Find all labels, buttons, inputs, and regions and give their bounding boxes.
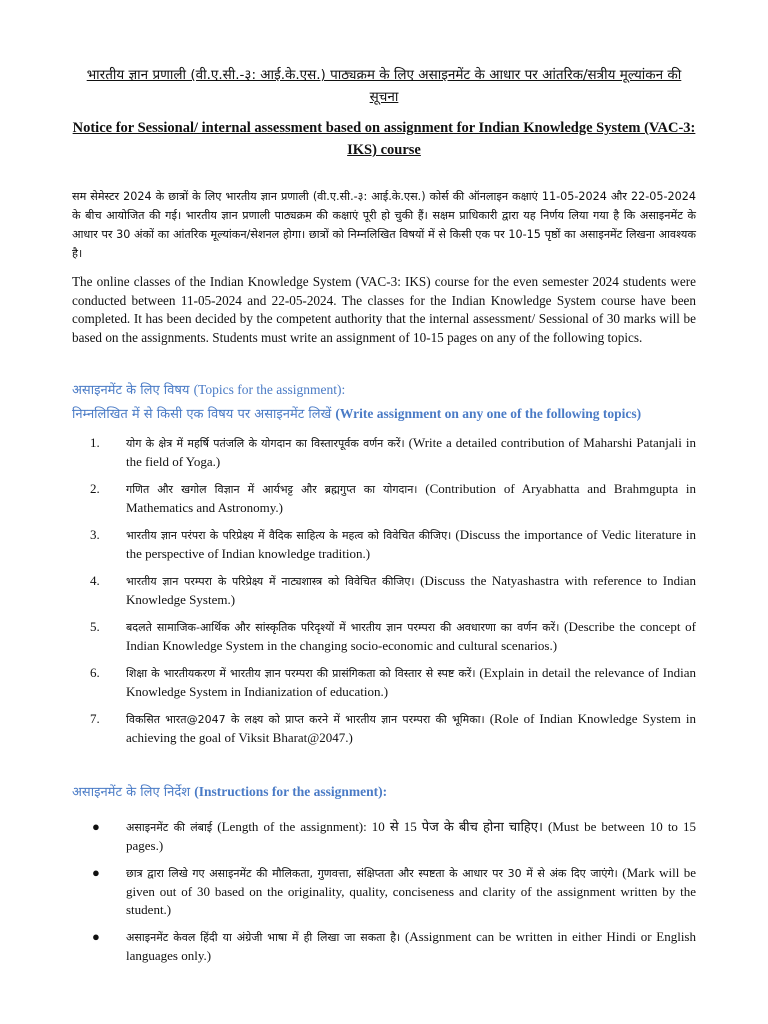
instructions-heading-hindi: असाइनमेंट के लिए निर्देश xyxy=(72,785,191,800)
instruction-text-hindi: छात्र द्वारा लिखे गए असाइनमेंट की मौलिकता, गुणवत्ता, संक्षिप्तता और स्पष्टता के आधार पर 30 में से अंक दिए जाएंगे। xyxy=(126,867,618,880)
instruction-item xyxy=(72,864,696,919)
intro-paragraph-english: The online classes of the Indian Knowledge System (VAC-3: IKS) course for the even semester 2024 students were conducted between 11-05-2024 and 22-05-2024. The classes for the Indian Knowledge System course have been completed. It has been decided by the competent authority that the internal assessment/ Sessional of 30 marks will be based on the assignments. Students must write an assignment of 10-15 pages on any of the following topics. xyxy=(72,274,696,345)
bullet-icon: ● xyxy=(92,929,100,944)
topic-text-english: (Discuss the importance of Vedic literature in the perspective of Indian knowledge tradition.) xyxy=(126,527,696,561)
topic-number: 6. xyxy=(90,665,100,680)
topics-heading-english: (Topics for the assignment): xyxy=(193,382,346,397)
topic-item xyxy=(72,618,696,655)
notice-title-hindi: भारतीय ज्ञान प्रणाली (वी.ए.सी.-३: आई.के.एस.) पाठ्यक्रम के लिए असाइनमेंट के आधार पर आंतरिक/सत्रीय मूल्यांकन की सूचना xyxy=(86,67,682,105)
instruction-text-english: (Length of the assignment): 10 से 15 पेज के बीच होना चाहिए। (Must be between 10 to 15 pages.) xyxy=(126,819,696,853)
topic-text-hindi: भारतीय ज्ञान परंपरा के परिप्रेक्ष्य में वैदिक साहित्य के महत्व को विवेचित कीजिए। xyxy=(126,529,452,542)
topic-text-english: (Contribution of Aryabhatta and Brahmgupta in Mathematics and Astronomy.) xyxy=(126,481,696,515)
topic-text-hindi: भारतीय ज्ञान परम्परा के परिप्रेक्ष्य में नाट्यशास्त्र को विवेचित कीजिए। xyxy=(126,575,415,588)
bullet-icon: ● xyxy=(92,865,100,880)
topic-text-english: (Explain in detail the relevance of Indian Knowledge System in Indianization of education.) xyxy=(126,665,697,699)
topic-item xyxy=(72,572,696,609)
topics-list xyxy=(72,434,696,747)
instructions-list xyxy=(72,818,696,965)
topic-item xyxy=(72,480,696,517)
instruction-text-hindi: असाइनमेंट केवल हिंदी या अंग्रेजी भाषा में ही लिखा जा सकता है। xyxy=(126,931,401,944)
topics-subheading-hindi: निम्नलिखित में से किसी एक विषय पर असाइनमेंट लिखें xyxy=(72,407,332,422)
intro-paragraph-hindi: सम सेमेस्टर 2024 के छात्रों के लिए भारतीय ज्ञान प्रणाली (वी.ए.सी.-३: आई.के.एस.) कोर्स की ऑनलाइन कक्षाएं 11-05-2024 और 22-05-2024 के बीच आयोजित की गई। भारतीय ज्ञान प्रणाली पाठ्यक्रम की कक्षाएं पूरी हो चुकी हैं। सक्षम प्राधिकारी द्वारा यह निर्णय लिया गया है कि असाइनमेंट के आधार पर 30 अंकों का आंतरिक मूल्यांकन/सेशनल होगा। छात्रों को निम्नलिखित विषयों में से किसी एक पर 10-15 पृष्ठों का असाइनमेंट लिखना आवश्यक है। xyxy=(72,190,696,260)
instruction-item xyxy=(72,928,696,965)
topic-item xyxy=(72,710,696,747)
topic-text-english: (Write a detailed contribution of Maharshi Patanjali in the field of Yoga.) xyxy=(126,435,696,469)
topic-text-english: (Role of Indian Knowledge System in achieving the goal of Viksit Bharat@2047.) xyxy=(126,711,696,745)
topic-number: 5. xyxy=(90,619,100,634)
instruction-item xyxy=(72,818,696,855)
instructions-heading-english: (Instructions for the assignment): xyxy=(194,784,388,799)
topic-text-english: (Describe the concept of Indian Knowledge System in the changing socio-economic and cultural scenarios.) xyxy=(126,619,696,653)
topics-subheading-english: (Write assignment on any one of the following topics) xyxy=(335,406,642,421)
topics-heading-hindi: असाइनमेंट के लिए विषय xyxy=(72,383,190,398)
topic-item xyxy=(72,526,696,563)
topic-item xyxy=(72,434,696,471)
notice-title-english: Notice for Sessional/ internal assessment based on assignment for Indian Knowledge System (VAC-3: IKS) course xyxy=(72,120,696,158)
topic-item xyxy=(72,664,696,701)
topic-number: 7. xyxy=(90,711,100,726)
topic-text-hindi: शिक्षा के भारतीयकरण में भारतीय ज्ञान परम्परा की प्रासंगिकता को विस्तार से स्पष्ट करें। xyxy=(126,667,476,680)
topic-number: 2. xyxy=(90,481,100,496)
topics-subheading xyxy=(72,405,696,424)
topic-text-hindi: योग के क्षेत्र में महर्षि पतंजलि के योगदान का विस्तारपूर्वक वर्णन करें। xyxy=(126,437,405,450)
topic-text-english: (Discuss the Natyashastra with reference to Indian Knowledge System.) xyxy=(126,573,697,607)
topic-number: 3. xyxy=(90,527,100,542)
instructions-heading xyxy=(72,783,696,802)
instruction-text-english: (Mark will be given out of 30 based on the originality, quality, conciseness and clarity of the assignment written by the student.) xyxy=(126,865,697,917)
topic-text-hindi: गणित और खगोल विज्ञान में आर्यभट्ट और ब्रह्मगुप्त का योगदान। xyxy=(126,483,418,496)
topic-text-hindi: विकसित भारत@2047 के लक्ष्य को प्राप्त करने में भारतीय ज्ञान परम्परा की भूमिका। xyxy=(126,713,485,726)
topics-heading xyxy=(72,381,696,400)
instruction-text-english: (Assignment can be written in either Hindi or English languages only.) xyxy=(126,929,696,963)
bullet-icon: ● xyxy=(92,819,100,834)
topic-number: 1. xyxy=(90,435,100,450)
topic-text-hindi: बदलते सामाजिक-आर्थिक और सांस्कृतिक परिदृश्यों में भारतीय ज्ञान परम्परा की अवधारणा का वर्णन करें। xyxy=(126,621,560,634)
topic-number: 4. xyxy=(90,573,100,588)
instruction-text-hindi: असाइनमेंट की लंबाई xyxy=(126,821,213,834)
